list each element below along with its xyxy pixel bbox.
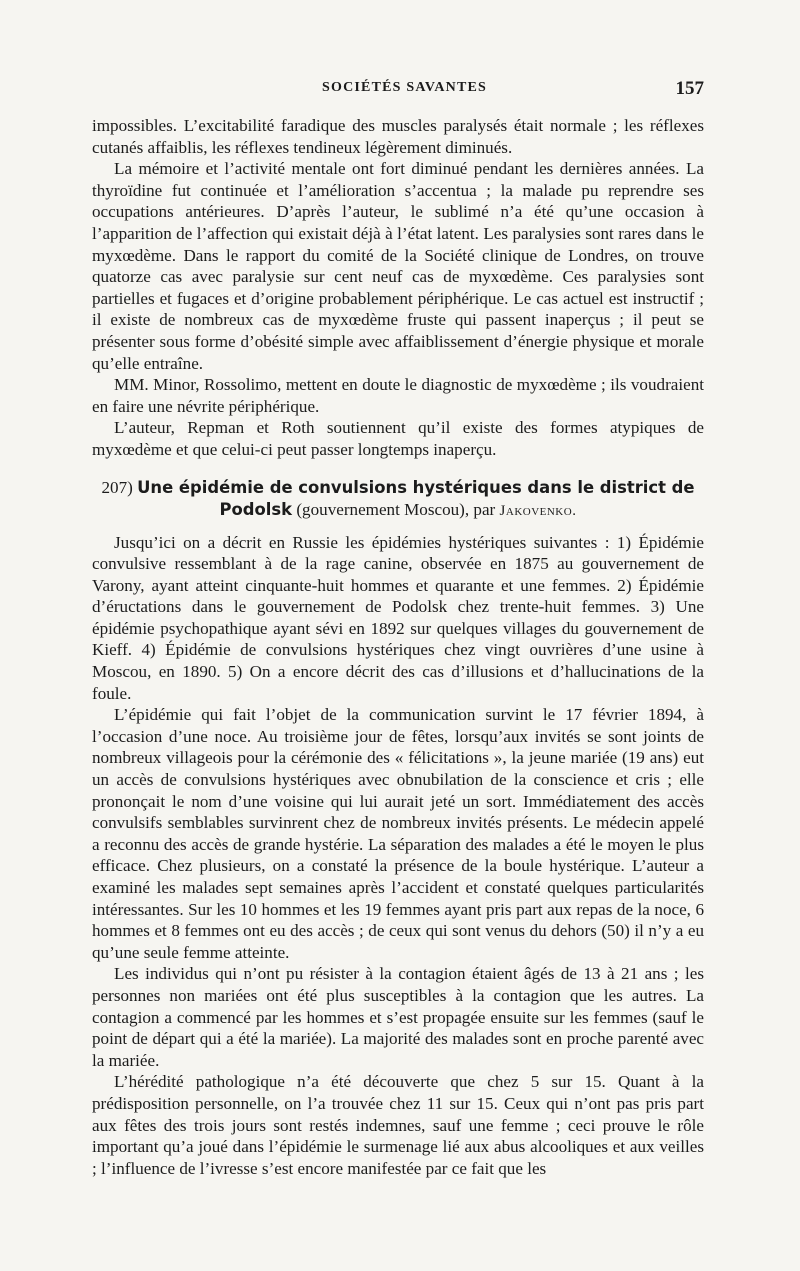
section-author: Jakovenko.: [499, 502, 577, 519]
page-number: 157: [675, 78, 704, 99]
paragraph-3: MM. Minor, Rossolimo, mettent en doute le diagnostic de myxœdème ; ils voudraient en faire une névrite périphérique.: [92, 375, 704, 416]
section-heading: [92, 477, 704, 522]
page-header: [92, 78, 704, 102]
body-text: [92, 115, 704, 1179]
running-title: SOCIÉTÉS SAVANTES: [322, 80, 488, 95]
paragraph-5: Jusqu’ici on a décrit en Russie les épidémies hystériques suivantes : 1) Épidémie convulsive ressemblant à de la rage canine, observée en 1875 au gouvernement de Varony, ayant atteint cinquante-huit hommes et quarante et une femmes. 2) Épidémie d’éructations dans le gouvernement de Podolsk chez trente-huit femmes. 3) Une épidémie psychopathique ayant sévi en 1892 sur quelques villages du gouvernement de Kieff. 4) Épidémie de convulsions hystériques chez vingt ouvrières d’une usine à Moscou, en 1890. 5) On a encore décrit des cas d’illusions et d’hallucinations de la foule.: [92, 532, 704, 703]
section-subtitle: (gouvernement Moscou), par: [296, 499, 496, 519]
section-title: Une épidémie de convulsions hystériques dans le district de Podolsk: [137, 477, 695, 519]
section-number: 207): [101, 477, 133, 497]
paragraph-1: impossibles. L’excitabilité faradique des muscles paralysés était normale ; les réflexes cutanés affaiblis, les réflexes tendineux légèrement diminués.: [92, 116, 704, 157]
paragraph-6: L’épidémie qui fait l’objet de la communication survint le 17 février 1894, à l’occasion d’une noce. Au troisième jour de fêtes, lorsqu’aux invités se sont joints de nombreux villageois pour la cérémonie des « félicitations », la jeune mariée (19 ans) eut un accès de convulsions hystériques avec obnubilation de la conscience et cris ; elle prononçait le nom d’une voisine qui lui aurait jeté un sort. Immédiatement des accès convulsifs semblables survinrent chez de nombreux invités présents. Le médecin appelé a reconnu des accès de grande hystérie. La séparation des malades a été le moyen le plus efficace. Chez plusieurs, on a constaté la présence de la boule hystérique. L’auteur a examiné les malades sept semaines après l’accident et constaté quelques particularités intéressantes. Sur les 10 hommes et les 19 femmes ayant pris part aux repas de la noce, 6 hommes et 8 femmes ont eu des accès ; de ceux qui sont venus du dehors (50) il n’y a eu qu’une seule femme atteinte.: [92, 705, 704, 962]
paragraph-2: La mémoire et l’activité mentale ont fort diminué pendant les dernières années. La thyroïdine fut continuée et l’amélioration s’accentua ; la malade pu reprendre ses occupations antérieures. D’après l’auteur, le sublimé n’a été qu’une occasion à l’apparition de l’affection qui existait déjà à l’état latent. Les paralysies sont rares dans le myxœdème. Dans le rapport du comité de la Société clinique de Londres, on trouve quatorze cas avec paralysie sur cent neuf cas de myxœdème. Ces paralysies sont partielles et fugaces et d’origine probablement périphérique. Le cas actuel est instructif ; il existe de nombreux cas de myxœdème fruste qui passent inaperçus ; il peut se présenter sous forme d’obésité simple avec affaiblissement d’énergie physique et morale qu’elle entraîne.: [92, 159, 704, 373]
paragraph-8: L’hérédité pathologique n’a été découverte que chez 5 sur 15. Quant à la prédisposition personnelle, on l’a trouvée chez 11 sur 15. Ceux qui n’ont pas pris part aux fêtes des trois jours sont restés indemnes, sauf une femme ; ceci prouve le rôle important qu’a joué dans l’épidémie le surmenage lié aux abus alcooliques et aux veilles ; l’influence de l’ivresse s’est encore manifestée par ce fait que les: [92, 1072, 704, 1178]
paragraph-4: L’auteur, Repman et Roth soutiennent qu’il existe des formes atypiques de myxœdème et que celui-ci peut passer longtemps inaperçu.: [92, 418, 704, 459]
paragraph-7: Les individus qui n’ont pu résister à la contagion étaient âgés de 13 à 21 ans ; les personnes non mariées ont été plus susceptibles à la contagion que les autres. La contagion a commencé par les hommes et s’est propagée ensuite sur les femmes (sauf le point de départ qui a été la mariée). La majorité des malades sont en proche parenté avec la mariée.: [92, 964, 704, 1070]
